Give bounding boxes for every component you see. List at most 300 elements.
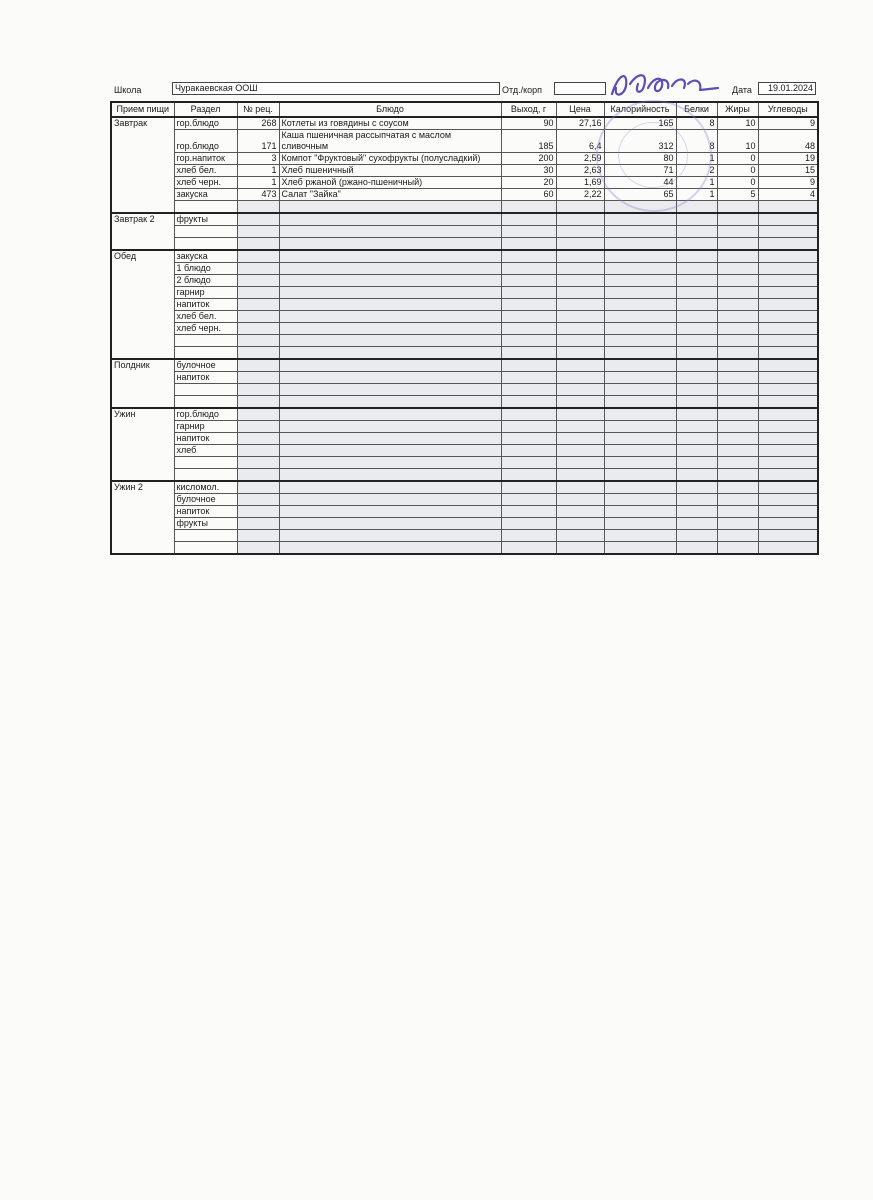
section-cell xyxy=(174,457,237,469)
carbs-cell xyxy=(758,506,818,518)
meal-name: Ужин 2 xyxy=(111,481,174,554)
carbs-cell xyxy=(758,494,818,506)
fat-cell xyxy=(717,542,758,555)
table-row xyxy=(111,299,818,311)
calories-cell xyxy=(604,275,676,287)
price-cell xyxy=(556,469,604,482)
recipe-cell: 268 xyxy=(237,117,279,130)
dish-cell xyxy=(279,481,501,494)
fat-cell xyxy=(717,287,758,299)
calories-cell xyxy=(604,359,676,372)
protein-cell xyxy=(676,518,717,530)
school-label: Школа xyxy=(114,85,142,95)
dish-cell xyxy=(279,408,501,421)
price-cell: 27,16 xyxy=(556,117,604,130)
table-row xyxy=(111,130,818,153)
dish-cell xyxy=(279,445,501,457)
recipe-cell xyxy=(237,359,279,372)
carbs-cell xyxy=(758,457,818,469)
price-cell: 2,63 xyxy=(556,165,604,177)
carbs-cell xyxy=(758,263,818,275)
output-cell xyxy=(501,311,556,323)
table-row xyxy=(111,530,818,542)
recipe-cell xyxy=(237,469,279,482)
section-cell: напиток xyxy=(174,299,237,311)
date-value: 19.01.2024 xyxy=(758,82,816,95)
carbs-cell xyxy=(758,372,818,384)
output-cell: 185 xyxy=(501,130,556,153)
dish-cell xyxy=(279,359,501,372)
section-cell: гор.блюдо xyxy=(174,130,237,153)
section-cell: закуска xyxy=(174,250,237,263)
protein-cell xyxy=(676,250,717,263)
output-cell xyxy=(501,506,556,518)
column-header: Калорийность xyxy=(604,102,676,117)
table-row xyxy=(111,311,818,323)
recipe-cell xyxy=(237,335,279,347)
calories-cell xyxy=(604,323,676,335)
table-row xyxy=(111,469,818,482)
protein-cell xyxy=(676,213,717,226)
recipe-cell xyxy=(237,275,279,287)
recipe-cell: 171 xyxy=(237,130,279,153)
recipe-cell xyxy=(237,238,279,251)
carbs-cell xyxy=(758,213,818,226)
carbs-cell xyxy=(758,396,818,409)
dish-cell xyxy=(279,335,501,347)
calories-cell xyxy=(604,250,676,263)
dish-cell xyxy=(279,275,501,287)
calories-cell: 165 xyxy=(604,117,676,130)
output-cell xyxy=(501,481,556,494)
carbs-cell xyxy=(758,275,818,287)
output-cell xyxy=(501,250,556,263)
output-cell xyxy=(501,238,556,251)
output-cell: 20 xyxy=(501,177,556,189)
dish-cell xyxy=(279,250,501,263)
fat-cell xyxy=(717,311,758,323)
calories-cell xyxy=(604,335,676,347)
section-cell: булочное xyxy=(174,359,237,372)
dish-cell xyxy=(279,506,501,518)
fat-cell xyxy=(717,335,758,347)
output-cell xyxy=(501,263,556,275)
fat-cell xyxy=(717,250,758,263)
fat-cell xyxy=(717,323,758,335)
recipe-cell xyxy=(237,263,279,275)
table-row xyxy=(111,372,818,384)
calories-cell xyxy=(604,396,676,409)
recipe-cell: 1 xyxy=(237,165,279,177)
fat-cell xyxy=(717,433,758,445)
price-cell xyxy=(556,481,604,494)
output-cell xyxy=(501,287,556,299)
recipe-cell xyxy=(237,421,279,433)
section-cell: хлеб черн. xyxy=(174,323,237,335)
recipe-cell: 1 xyxy=(237,177,279,189)
carbs-cell xyxy=(758,481,818,494)
fat-cell xyxy=(717,396,758,409)
table-row xyxy=(111,347,818,360)
carbs-cell xyxy=(758,347,818,360)
section-cell: гарнир xyxy=(174,287,237,299)
calories-cell: 44 xyxy=(604,177,676,189)
protein-cell xyxy=(676,275,717,287)
fat-cell xyxy=(717,359,758,372)
recipe-cell xyxy=(237,542,279,555)
fat-cell xyxy=(717,263,758,275)
price-cell xyxy=(556,445,604,457)
section-cell: 2 блюдо xyxy=(174,275,237,287)
price-cell: 2,22 xyxy=(556,189,604,201)
output-cell xyxy=(501,213,556,226)
carbs-cell: 9 xyxy=(758,177,818,189)
column-header: Углеводы xyxy=(758,102,818,117)
section-cell: хлеб бел. xyxy=(174,311,237,323)
recipe-cell xyxy=(237,433,279,445)
recipe-cell xyxy=(237,408,279,421)
recipe-cell xyxy=(237,530,279,542)
output-cell xyxy=(501,396,556,409)
table-row xyxy=(111,518,818,530)
carbs-cell xyxy=(758,421,818,433)
protein-cell xyxy=(676,384,717,396)
table-row xyxy=(111,457,818,469)
school-value: Чуракаевская ООШ xyxy=(172,82,500,95)
meal-name: Завтрак 2 xyxy=(111,213,174,250)
carbs-cell: 9 xyxy=(758,117,818,130)
calories-cell xyxy=(604,201,676,214)
section-cell: закуска xyxy=(174,189,237,201)
dish-cell xyxy=(279,323,501,335)
dish-cell xyxy=(279,518,501,530)
fat-cell xyxy=(717,530,758,542)
calories-cell xyxy=(604,494,676,506)
calories-cell xyxy=(604,299,676,311)
price-cell xyxy=(556,275,604,287)
calories-cell xyxy=(604,542,676,555)
dish-cell xyxy=(279,530,501,542)
table-row xyxy=(111,287,818,299)
carbs-cell xyxy=(758,238,818,251)
calories-cell xyxy=(604,457,676,469)
fat-cell xyxy=(717,372,758,384)
price-cell xyxy=(556,238,604,251)
fat-cell: 10 xyxy=(717,130,758,153)
table-row xyxy=(111,238,818,251)
protein-cell xyxy=(676,481,717,494)
recipe-cell xyxy=(237,323,279,335)
calories-cell xyxy=(604,408,676,421)
calories-cell xyxy=(604,445,676,457)
table-row xyxy=(111,250,818,263)
protein-cell xyxy=(676,347,717,360)
carbs-cell xyxy=(758,542,818,555)
table-row xyxy=(111,275,818,287)
carbs-cell xyxy=(758,433,818,445)
output-cell xyxy=(501,347,556,360)
price-cell xyxy=(556,384,604,396)
meal-name: Ужин xyxy=(111,408,174,481)
output-cell xyxy=(501,359,556,372)
calories-cell: 65 xyxy=(604,189,676,201)
output-cell xyxy=(501,518,556,530)
carbs-cell: 4 xyxy=(758,189,818,201)
price-cell xyxy=(556,335,604,347)
dish-cell xyxy=(279,372,501,384)
section-cell xyxy=(174,335,237,347)
recipe-cell xyxy=(237,311,279,323)
price-cell xyxy=(556,311,604,323)
section-cell: фрукты xyxy=(174,213,237,226)
price-cell xyxy=(556,250,604,263)
table-row xyxy=(111,153,818,165)
output-cell xyxy=(501,421,556,433)
dish-cell xyxy=(279,384,501,396)
calories-cell xyxy=(604,433,676,445)
carbs-cell xyxy=(758,384,818,396)
protein-cell xyxy=(676,542,717,555)
fat-cell xyxy=(717,347,758,360)
table-row xyxy=(111,263,818,275)
protein-cell xyxy=(676,445,717,457)
fat-cell xyxy=(717,275,758,287)
protein-cell xyxy=(676,311,717,323)
protein-cell xyxy=(676,494,717,506)
dish-cell xyxy=(279,347,501,360)
protein-cell: 2 xyxy=(676,165,717,177)
calories-cell: 80 xyxy=(604,153,676,165)
menu-table xyxy=(110,101,819,555)
calories-cell xyxy=(604,311,676,323)
fat-cell: 10 xyxy=(717,117,758,130)
dish-cell xyxy=(279,396,501,409)
fat-cell xyxy=(717,201,758,214)
carbs-cell xyxy=(758,359,818,372)
dish-cell xyxy=(279,433,501,445)
table-row xyxy=(111,542,818,555)
recipe-cell xyxy=(237,201,279,214)
carbs-cell xyxy=(758,287,818,299)
calories-cell xyxy=(604,506,676,518)
section-cell: булочное xyxy=(174,494,237,506)
carbs-cell xyxy=(758,323,818,335)
protein-cell xyxy=(676,408,717,421)
section-cell: гарнир xyxy=(174,421,237,433)
dish-cell xyxy=(279,201,501,214)
recipe-cell xyxy=(237,457,279,469)
recipe-cell xyxy=(237,384,279,396)
recipe-cell xyxy=(237,299,279,311)
table-row xyxy=(111,481,818,494)
recipe-cell xyxy=(237,372,279,384)
calories-cell xyxy=(604,518,676,530)
calories-cell xyxy=(604,469,676,482)
output-cell xyxy=(501,469,556,482)
fat-cell xyxy=(717,299,758,311)
fat-cell xyxy=(717,445,758,457)
output-cell xyxy=(501,323,556,335)
dish-cell xyxy=(279,238,501,251)
fat-cell xyxy=(717,494,758,506)
table-row xyxy=(111,506,818,518)
table-body xyxy=(111,117,818,554)
section-cell: хлеб черн. xyxy=(174,177,237,189)
calories-cell xyxy=(604,238,676,251)
date-label: Дата xyxy=(732,85,752,95)
carbs-cell xyxy=(758,201,818,214)
section-cell xyxy=(174,396,237,409)
protein-cell: 1 xyxy=(676,189,717,201)
fat-cell: 5 xyxy=(717,189,758,201)
section-cell xyxy=(174,347,237,360)
price-cell: 1,69 xyxy=(556,177,604,189)
table-row xyxy=(111,445,818,457)
price-cell xyxy=(556,201,604,214)
table-row xyxy=(111,421,818,433)
dish-cell xyxy=(279,457,501,469)
carbs-cell xyxy=(758,226,818,238)
price-cell: 6,4 xyxy=(556,130,604,153)
fat-cell xyxy=(717,481,758,494)
fat-cell xyxy=(717,421,758,433)
output-cell: 200 xyxy=(501,153,556,165)
recipe-cell xyxy=(237,213,279,226)
carbs-cell xyxy=(758,469,818,482)
output-cell xyxy=(501,372,556,384)
dish-cell: Хлеб ржаной (ржано-пшеничный) xyxy=(279,177,501,189)
calories-cell xyxy=(604,287,676,299)
section-cell: гор.блюдо xyxy=(174,408,237,421)
table-row xyxy=(111,408,818,421)
carbs-cell xyxy=(758,518,818,530)
section-cell: напиток xyxy=(174,506,237,518)
table-row xyxy=(111,494,818,506)
output-cell xyxy=(501,201,556,214)
meal-name: Завтрак xyxy=(111,117,174,213)
fat-cell xyxy=(717,226,758,238)
recipe-cell xyxy=(237,347,279,360)
calories-cell xyxy=(604,384,676,396)
output-cell xyxy=(501,226,556,238)
carbs-cell xyxy=(758,530,818,542)
carbs-cell xyxy=(758,445,818,457)
table-row xyxy=(111,117,818,130)
protein-cell xyxy=(676,287,717,299)
fat-cell xyxy=(717,384,758,396)
dept-value xyxy=(554,82,606,95)
fat-cell xyxy=(717,238,758,251)
column-header: Блюдо xyxy=(279,102,501,117)
section-cell xyxy=(174,384,237,396)
recipe-cell xyxy=(237,506,279,518)
section-cell xyxy=(174,542,237,555)
calories-cell xyxy=(604,263,676,275)
table-row xyxy=(111,201,818,214)
price-cell xyxy=(556,506,604,518)
protein-cell xyxy=(676,359,717,372)
output-cell xyxy=(501,542,556,555)
carbs-cell xyxy=(758,408,818,421)
table-row xyxy=(111,165,818,177)
recipe-cell xyxy=(237,494,279,506)
recipe-cell xyxy=(237,445,279,457)
column-header: Цена xyxy=(556,102,604,117)
price-cell xyxy=(556,408,604,421)
protein-cell: 1 xyxy=(676,177,717,189)
section-cell: фрукты xyxy=(174,518,237,530)
table-row xyxy=(111,384,818,396)
dish-cell xyxy=(279,299,501,311)
price-cell xyxy=(556,457,604,469)
output-cell: 30 xyxy=(501,165,556,177)
protein-cell xyxy=(676,396,717,409)
fat-cell xyxy=(717,213,758,226)
calories-cell: 71 xyxy=(604,165,676,177)
column-header: Выход, г xyxy=(501,102,556,117)
section-cell: 1 блюдо xyxy=(174,263,237,275)
protein-cell xyxy=(676,469,717,482)
section-cell: кисломол. xyxy=(174,481,237,494)
price-cell xyxy=(556,530,604,542)
section-cell: напиток xyxy=(174,372,237,384)
price-cell xyxy=(556,372,604,384)
calories-cell xyxy=(604,226,676,238)
price-cell xyxy=(556,542,604,555)
carbs-cell xyxy=(758,250,818,263)
protein-cell xyxy=(676,226,717,238)
price-cell xyxy=(556,347,604,360)
output-cell xyxy=(501,384,556,396)
recipe-cell xyxy=(237,226,279,238)
protein-cell xyxy=(676,238,717,251)
recipe-cell xyxy=(237,287,279,299)
section-cell xyxy=(174,201,237,214)
fat-cell: 0 xyxy=(717,165,758,177)
protein-cell xyxy=(676,201,717,214)
dish-cell xyxy=(279,263,501,275)
calories-cell: 312 xyxy=(604,130,676,153)
signature xyxy=(604,64,724,104)
fat-cell xyxy=(717,457,758,469)
dept-label: Отд./корп xyxy=(502,85,542,95)
carbs-cell: 19 xyxy=(758,153,818,165)
output-cell: 90 xyxy=(501,117,556,130)
price-cell xyxy=(556,518,604,530)
carbs-cell: 15 xyxy=(758,165,818,177)
output-cell xyxy=(501,530,556,542)
section-cell xyxy=(174,530,237,542)
table-row xyxy=(111,213,818,226)
section-cell xyxy=(174,469,237,482)
section-cell: хлеб бел. xyxy=(174,165,237,177)
price-cell xyxy=(556,323,604,335)
table-row xyxy=(111,189,818,201)
price-cell xyxy=(556,494,604,506)
dish-cell xyxy=(279,421,501,433)
output-cell xyxy=(501,408,556,421)
protein-cell xyxy=(676,421,717,433)
protein-cell xyxy=(676,506,717,518)
protein-cell xyxy=(676,263,717,275)
dish-cell xyxy=(279,469,501,482)
column-header: Белки xyxy=(676,102,717,117)
fat-cell xyxy=(717,469,758,482)
column-header: Жиры xyxy=(717,102,758,117)
table-header-row xyxy=(111,102,818,117)
dish-cell xyxy=(279,542,501,555)
dish-cell xyxy=(279,494,501,506)
